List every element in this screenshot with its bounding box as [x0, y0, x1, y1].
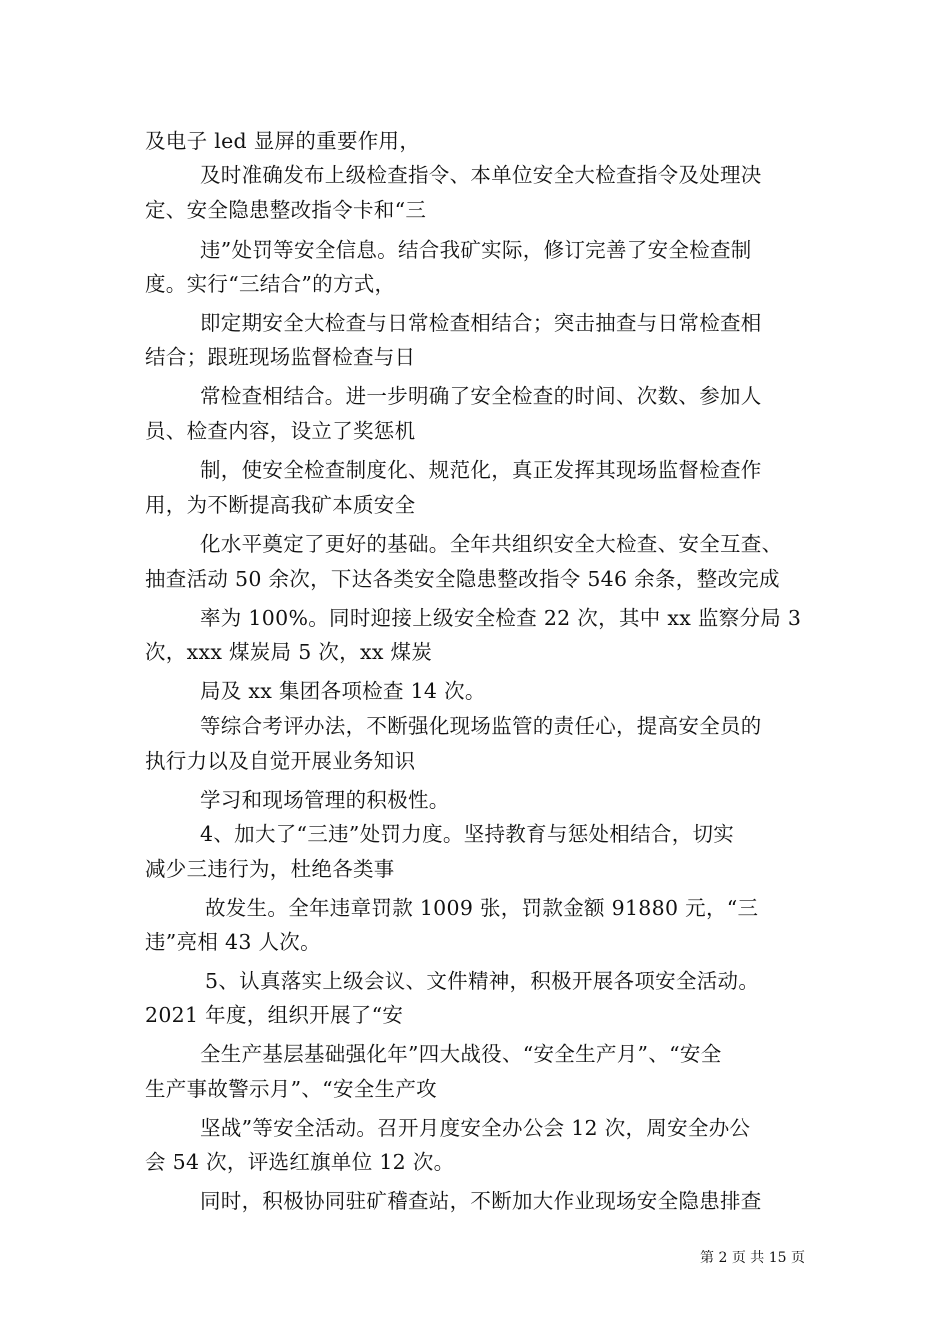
- text-line: 化水平奠定了更好的基础。全年共组织安全大检查、安全互查、: [200, 532, 783, 556]
- text-line: 会 54 次，评选红旗单位 12 次。: [145, 1150, 455, 1174]
- text-line: 抽查活动 50 余次，下达各类安全隐患整改指令 546 余条，整改完成: [145, 567, 780, 591]
- text-line: 坚战”等安全活动。召开月度安全办公会 12 次，周安全办公: [200, 1116, 751, 1140]
- text-line: 率为 100%。同时迎接上级安全检查 22 次，其中 xx 监察分局 3: [200, 606, 802, 630]
- text-line: 制，使安全检查制度化、规范化，真正发挥其现场监督检查作: [200, 458, 762, 482]
- text-line: 减少三违行为，杜绝各类事: [145, 857, 395, 881]
- text-line: 2021 年度，组织开展了“安: [145, 1003, 404, 1027]
- text-line: 故发生。全年违章罚款 1009 张，罚款金额 91880 元，“三: [205, 896, 759, 920]
- text-line: 用，为不断提高我矿本质安全: [145, 493, 416, 517]
- text-line: 定、安全隐患整改指令卡和“三: [145, 198, 427, 222]
- text-line: 4、加大了“三违”处罚力度。坚持教育与惩处相结合，切实: [200, 822, 735, 846]
- text-line: 生产事故警示月”、“安全生产攻: [145, 1077, 437, 1101]
- text-line: 局及 xx 集团各项检查 14 次。: [200, 679, 486, 703]
- text-line: 同时，积极协同驻矿稽查站，不断加大作业现场安全隐患排查: [200, 1189, 762, 1213]
- text-line: 及电子 led 显屏的重要作用，: [145, 129, 421, 153]
- text-line: 5、认真落实上级会议、文件精神，积极开展各项安全活动。: [205, 969, 760, 993]
- text-line: 等综合考评办法，不断强化现场监管的责任心，提高安全员的: [200, 714, 762, 738]
- text-line: 违”处罚等安全信息。结合我矿实际，修订完善了安全检查制: [200, 238, 752, 262]
- text-line: 执行力以及自觉开展业务知识: [145, 749, 416, 773]
- text-line: 次，xxx 煤炭局 5 次，xx 煤炭: [145, 640, 433, 664]
- text-line: 度。实行“三结合”的方式，: [145, 272, 396, 296]
- text-line: 常检查相结合。进一步明确了安全检查的时间、次数、参加人: [200, 384, 762, 408]
- text-line: 全生产基层基础强化年”四大战役、“安全生产月”、“安全: [200, 1042, 722, 1066]
- text-line: 结合；跟班现场监督检查与日: [145, 345, 416, 369]
- text-line: 即定期安全大检查与日常检查相结合；突击抽查与日常检查相: [200, 311, 762, 335]
- text-line: 及时准确发布上级检查指令、本单位安全大检查指令及处理决: [200, 163, 762, 187]
- page-number: 第 2 页 共 15 页: [700, 1250, 805, 1266]
- text-line: 员、检查内容，设立了奖惩机: [145, 419, 416, 443]
- text-line: 违”亮相 43 人次。: [145, 930, 321, 954]
- text-line: 学习和现场管理的积极性。: [200, 788, 450, 812]
